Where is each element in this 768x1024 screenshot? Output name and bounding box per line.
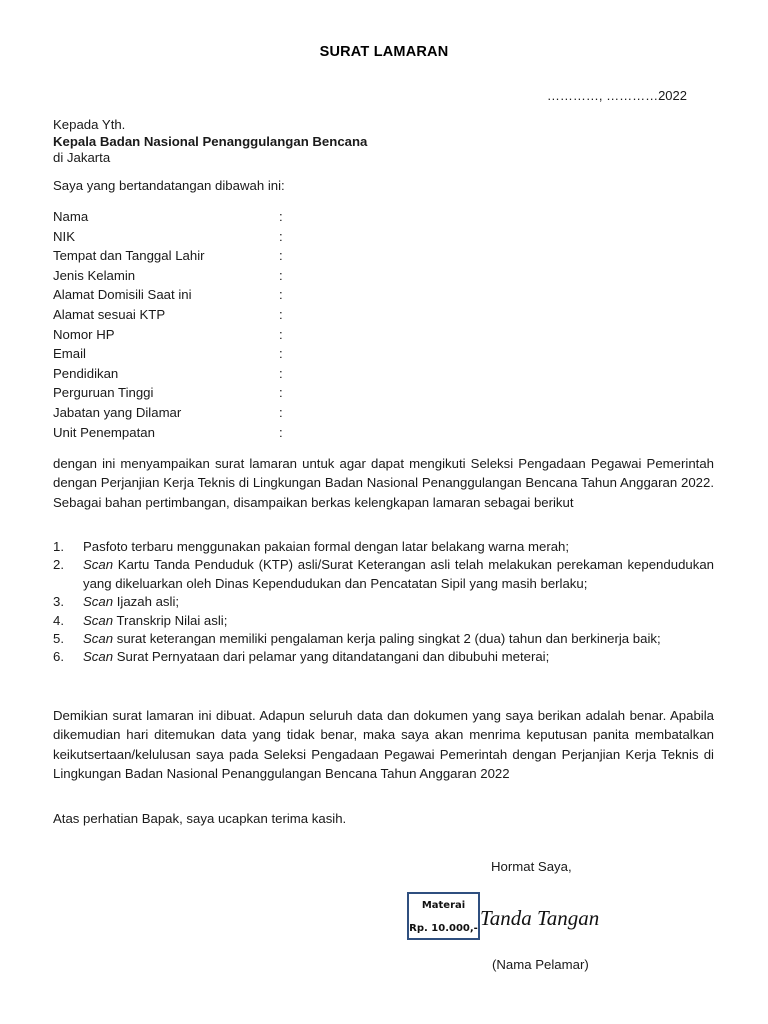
- field-colon: :: [279, 209, 283, 224]
- field-label: Email: [53, 346, 86, 362]
- field-label: Tempat dan Tanggal Lahir: [53, 248, 205, 264]
- attachment-number: 4.: [53, 612, 64, 628]
- attachment-number: 6.: [53, 649, 64, 665]
- field-colon: :: [279, 287, 283, 303]
- attachment-number: 2.: [53, 557, 64, 573]
- attachment-text: Ijazah asli;: [113, 594, 180, 610]
- stamp-label: Materai: [421, 900, 466, 911]
- attachment-number: 5.: [53, 631, 64, 647]
- letter-date: …………, …………2022: [546, 88, 687, 103]
- field-row: [53, 423, 353, 443]
- attachment-item: [53, 556, 714, 593]
- attachment-text-wrap: [83, 648, 714, 666]
- attachment-prefix: Scan: [83, 557, 114, 573]
- attachment-text: Transkrip Nilai asli;: [113, 612, 228, 628]
- field-colon: :: [279, 424, 283, 440]
- attachment-text: Surat Pernyataan dari pelamar yang ditandatangani dan dibubuhi meterai;: [113, 649, 550, 665]
- field-colon: :: [279, 404, 283, 420]
- attachment-text: surat keterangan memiliki pengalaman kerja paling singkat 2 (dua) tahun dan berkinerja baik;: [113, 631, 661, 647]
- attachment-text-wrap: [83, 612, 714, 630]
- closing-text: Atas perhatian Bapak, saya ucapkan terima kasih.: [53, 811, 347, 826]
- field-label: Perguruan Tinggi: [53, 385, 154, 401]
- intro-text: Saya yang bertandatangan dibawah ini:: [53, 178, 285, 193]
- field-row: [53, 207, 353, 227]
- field-row: [53, 364, 353, 384]
- field-colon: :: [279, 385, 283, 401]
- field-label: Jenis Kelamin: [53, 267, 136, 283]
- attachment-item: [53, 538, 714, 556]
- field-row: [53, 266, 353, 286]
- field-label: Nomor HP: [53, 326, 115, 342]
- attachment-number: 1.: [53, 539, 64, 554]
- signature-placeholder: Tanda Tangan: [480, 906, 600, 930]
- field-label: Alamat sesuai KTP: [53, 306, 166, 322]
- attachment-text: Kartu Tanda Penduduk (KTP) asli/Surat Keterangan asli telah melakukan perekaman kependudukan yang dikeluarkan oleh Dinas Kependudukan dan Pencatatan Sipil yang masih berlaku;: [83, 557, 714, 591]
- field-row: [53, 285, 353, 305]
- attachment-text-wrap: [83, 593, 714, 611]
- recipient-location: di Jakarta: [53, 150, 111, 165]
- duty-stamp-box: [407, 892, 480, 940]
- recipient-salutation: Kepada Yth.: [53, 117, 126, 132]
- field-row: [53, 403, 353, 423]
- letter-title: SURAT LAMARAN: [319, 44, 449, 60]
- attachment-text: Pasfoto terbaru menggunakan pakaian formal dengan latar belakang warna merah;: [83, 539, 570, 554]
- field-colon: :: [279, 365, 283, 381]
- field-label: Alamat Domisili Saat ini: [53, 287, 192, 303]
- field-row: [53, 227, 353, 247]
- attachment-item: [53, 630, 714, 648]
- field-label: Unit Penempatan: [53, 424, 155, 440]
- field-label: Jabatan yang Dilamar: [53, 404, 182, 420]
- field-colon: :: [279, 267, 283, 283]
- attachment-prefix: Scan: [83, 649, 114, 665]
- applicant-fields: [53, 207, 353, 442]
- attachment-prefix: Scan: [83, 594, 114, 610]
- attachment-list: [53, 538, 714, 667]
- field-colon: :: [279, 248, 283, 264]
- field-row: [53, 383, 353, 403]
- paragraph-application: dengan ini menyampaikan surat lamaran untuk agar dapat mengikuti Seleksi Pengadaan Pegawai Pemerintah dengan Perjanjian Kerja Teknis di Lingkungan Badan Nasional Penanggulangan Bencana Tahun Anggaran 2022. Sebagai bahan pertimbangan, disampaikan berkas kelengkapan lamaran sebagai berikut: [53, 456, 714, 510]
- signer-name: (Nama Pelamar): [492, 957, 589, 972]
- field-label: Nama: [53, 209, 89, 224]
- paragraph-declaration: Demikian surat lamaran ini dibuat. Adapun seluruh data dan dokumen yang saya berikan adalah benar. Apabila dikemudian hari ditemukan data yang tidak benar, maka saya akan menrima keputusan panita membatalkan keikutsertaan/kelulusan saya pada Seleksi Pengadaan Pegawai Pemerintah dengan Perjanjian Kerja Teknis di Lingkungan Badan Nasional Penanggulangan Bencana Tahun Anggaran 2022: [53, 708, 714, 782]
- field-row: [53, 325, 353, 345]
- field-colon: :: [279, 326, 283, 342]
- field-colon: :: [279, 346, 283, 362]
- stamp-value: Rp. 10.000,-: [409, 923, 478, 934]
- attachment-text-wrap: [83, 556, 714, 593]
- field-label: NIK: [53, 228, 75, 244]
- field-colon: :: [279, 306, 283, 322]
- attachment-item: [53, 593, 714, 611]
- field-colon: :: [279, 228, 283, 244]
- attachment-prefix: Scan: [83, 631, 114, 647]
- attachment-item: [53, 612, 714, 630]
- field-row: [53, 305, 353, 325]
- field-row: [53, 246, 353, 266]
- field-row: [53, 344, 353, 364]
- regards-text: Hormat Saya,: [491, 859, 572, 874]
- attachment-prefix: Scan: [83, 612, 114, 628]
- attachment-item: [53, 648, 714, 666]
- recipient-block: [53, 117, 367, 167]
- recipient-name: Kepala Badan Nasional Penanggulangan Bencana: [53, 133, 368, 149]
- attachment-text-wrap: [83, 538, 714, 556]
- attachment-text-wrap: [83, 630, 714, 648]
- field-label: Pendidikan: [53, 365, 119, 381]
- attachment-number: 3.: [53, 594, 64, 610]
